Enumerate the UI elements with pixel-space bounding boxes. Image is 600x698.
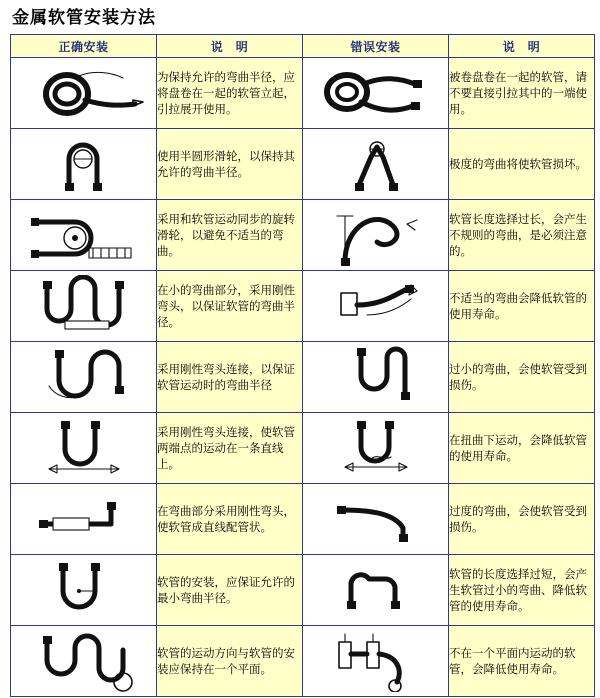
table-row [11, 626, 595, 697]
correct-description: 采用和软管运动同步的旋转滑轮，以避免不适当的弯曲。 [157, 200, 303, 271]
same-plane-motion-icon [11, 630, 156, 692]
correct-illustration-cell [11, 555, 157, 626]
header-wrong-desc: 说 明 [449, 35, 595, 58]
min-bend-radius-icon [11, 559, 156, 621]
installation-methods-table [10, 34, 595, 697]
wrong-illustration-cell [303, 342, 449, 413]
wrong-illustration-cell [303, 626, 449, 697]
correct-description: 在弯曲部分采用刚性弯头，使软管成直线配管状。 [157, 484, 303, 555]
over-bend-icon [303, 488, 448, 550]
wrong-illustration-cell [303, 58, 449, 129]
correct-description: 采用刚性弯头连接，以保证软管运动时的弯曲半径 [157, 342, 303, 413]
wrong-description: 软管的长度选择过短，会产生软管过小的弯曲、降低软管的使用寿命。 [449, 555, 595, 626]
improper-bend-icon [303, 275, 448, 337]
short-length-icon [303, 559, 448, 621]
table-body [11, 58, 595, 697]
table-row [11, 271, 595, 342]
wrong-description: 过度的弯曲，会使软管受到损伤。 [449, 484, 595, 555]
semicircular-sheave-icon [11, 133, 156, 195]
table-row [11, 58, 595, 129]
correct-illustration-cell [11, 342, 157, 413]
excess-length-loop-icon [303, 204, 448, 266]
correct-description: 软管的运动方向与软管的安装应保持在一个平面。 [157, 626, 303, 697]
rotating-sheave-sync-icon [11, 204, 156, 266]
correct-illustration-cell [11, 626, 157, 697]
correct-illustration-cell [11, 129, 157, 200]
wrong-illustration-cell [303, 555, 449, 626]
header-correct-install: 正确安装 [11, 35, 157, 58]
table-row [11, 200, 595, 271]
too-small-bend-icon [303, 346, 448, 408]
header-wrong-install: 错误安装 [303, 35, 449, 58]
correct-illustration-cell [11, 200, 157, 271]
correct-description: 在小的弯曲部分，采用刚性弯头，以保证软管的弯曲半径。 [157, 271, 303, 342]
wrong-description: 软管长度选择过长，会产生不规则的弯曲，是必须注意的。 [449, 200, 595, 271]
table-header [11, 35, 595, 58]
correct-illustration-cell [11, 484, 157, 555]
table-row [11, 342, 595, 413]
rigid-elbow-connection-icon [11, 346, 156, 408]
coiled-hose-pulled-icon [303, 62, 448, 124]
table-row [11, 129, 595, 200]
table-header-row [11, 35, 595, 58]
correct-description: 使用半圆形滑轮，以保持其允许的弯曲半径。 [157, 129, 303, 200]
wrong-description: 过小的弯曲，会使软管受到损伤。 [449, 342, 595, 413]
wrong-illustration-cell [303, 129, 449, 200]
table-row [11, 484, 595, 555]
out-of-plane-motion-icon [303, 630, 448, 692]
wrong-description: 不适当的弯曲会降低软管的使用寿命。 [449, 271, 595, 342]
wrong-illustration-cell [303, 271, 449, 342]
wrong-illustration-cell [303, 413, 449, 484]
coiled-hose-reel-icon [11, 62, 156, 124]
sharp-bend-pulley-icon [303, 133, 448, 195]
table-row [11, 413, 595, 484]
correct-illustration-cell [11, 413, 157, 484]
torsional-motion-icon [303, 417, 448, 479]
wrong-illustration-cell [303, 484, 449, 555]
wrong-description: 在扭曲下运动，会降低软管的使用寿命。 [449, 413, 595, 484]
correct-description: 为保持允许的弯曲半径，应将盘卷在一起的软管立起，引拉展开使用。 [157, 58, 303, 129]
wrong-illustration-cell [303, 200, 449, 271]
correct-description: 采用刚性弯头连接，使软管两端点的运动在一条直线上。 [157, 413, 303, 484]
wrong-description: 被卷盘卷在一起的软管，请不要直接引拉其中的一端使用。 [449, 58, 595, 129]
rigid-elbow-straight-pipe-icon [11, 488, 156, 550]
rigid-elbow-small-bend-icon [11, 275, 156, 337]
wrong-description: 极度的弯曲将使软管损坏。 [449, 129, 595, 200]
correct-illustration-cell [11, 58, 157, 129]
correct-description: 软管的安装，应保证允许的最小弯曲半径。 [157, 555, 303, 626]
header-correct-desc: 说 明 [157, 35, 303, 58]
table-row [11, 555, 595, 626]
straight-line-motion-icon [11, 417, 156, 479]
wrong-description: 不在一个平面内运动的软管，会降低使用寿命。 [449, 626, 595, 697]
page-title: 金属软管安装方法 [12, 8, 156, 28]
correct-illustration-cell [11, 271, 157, 342]
